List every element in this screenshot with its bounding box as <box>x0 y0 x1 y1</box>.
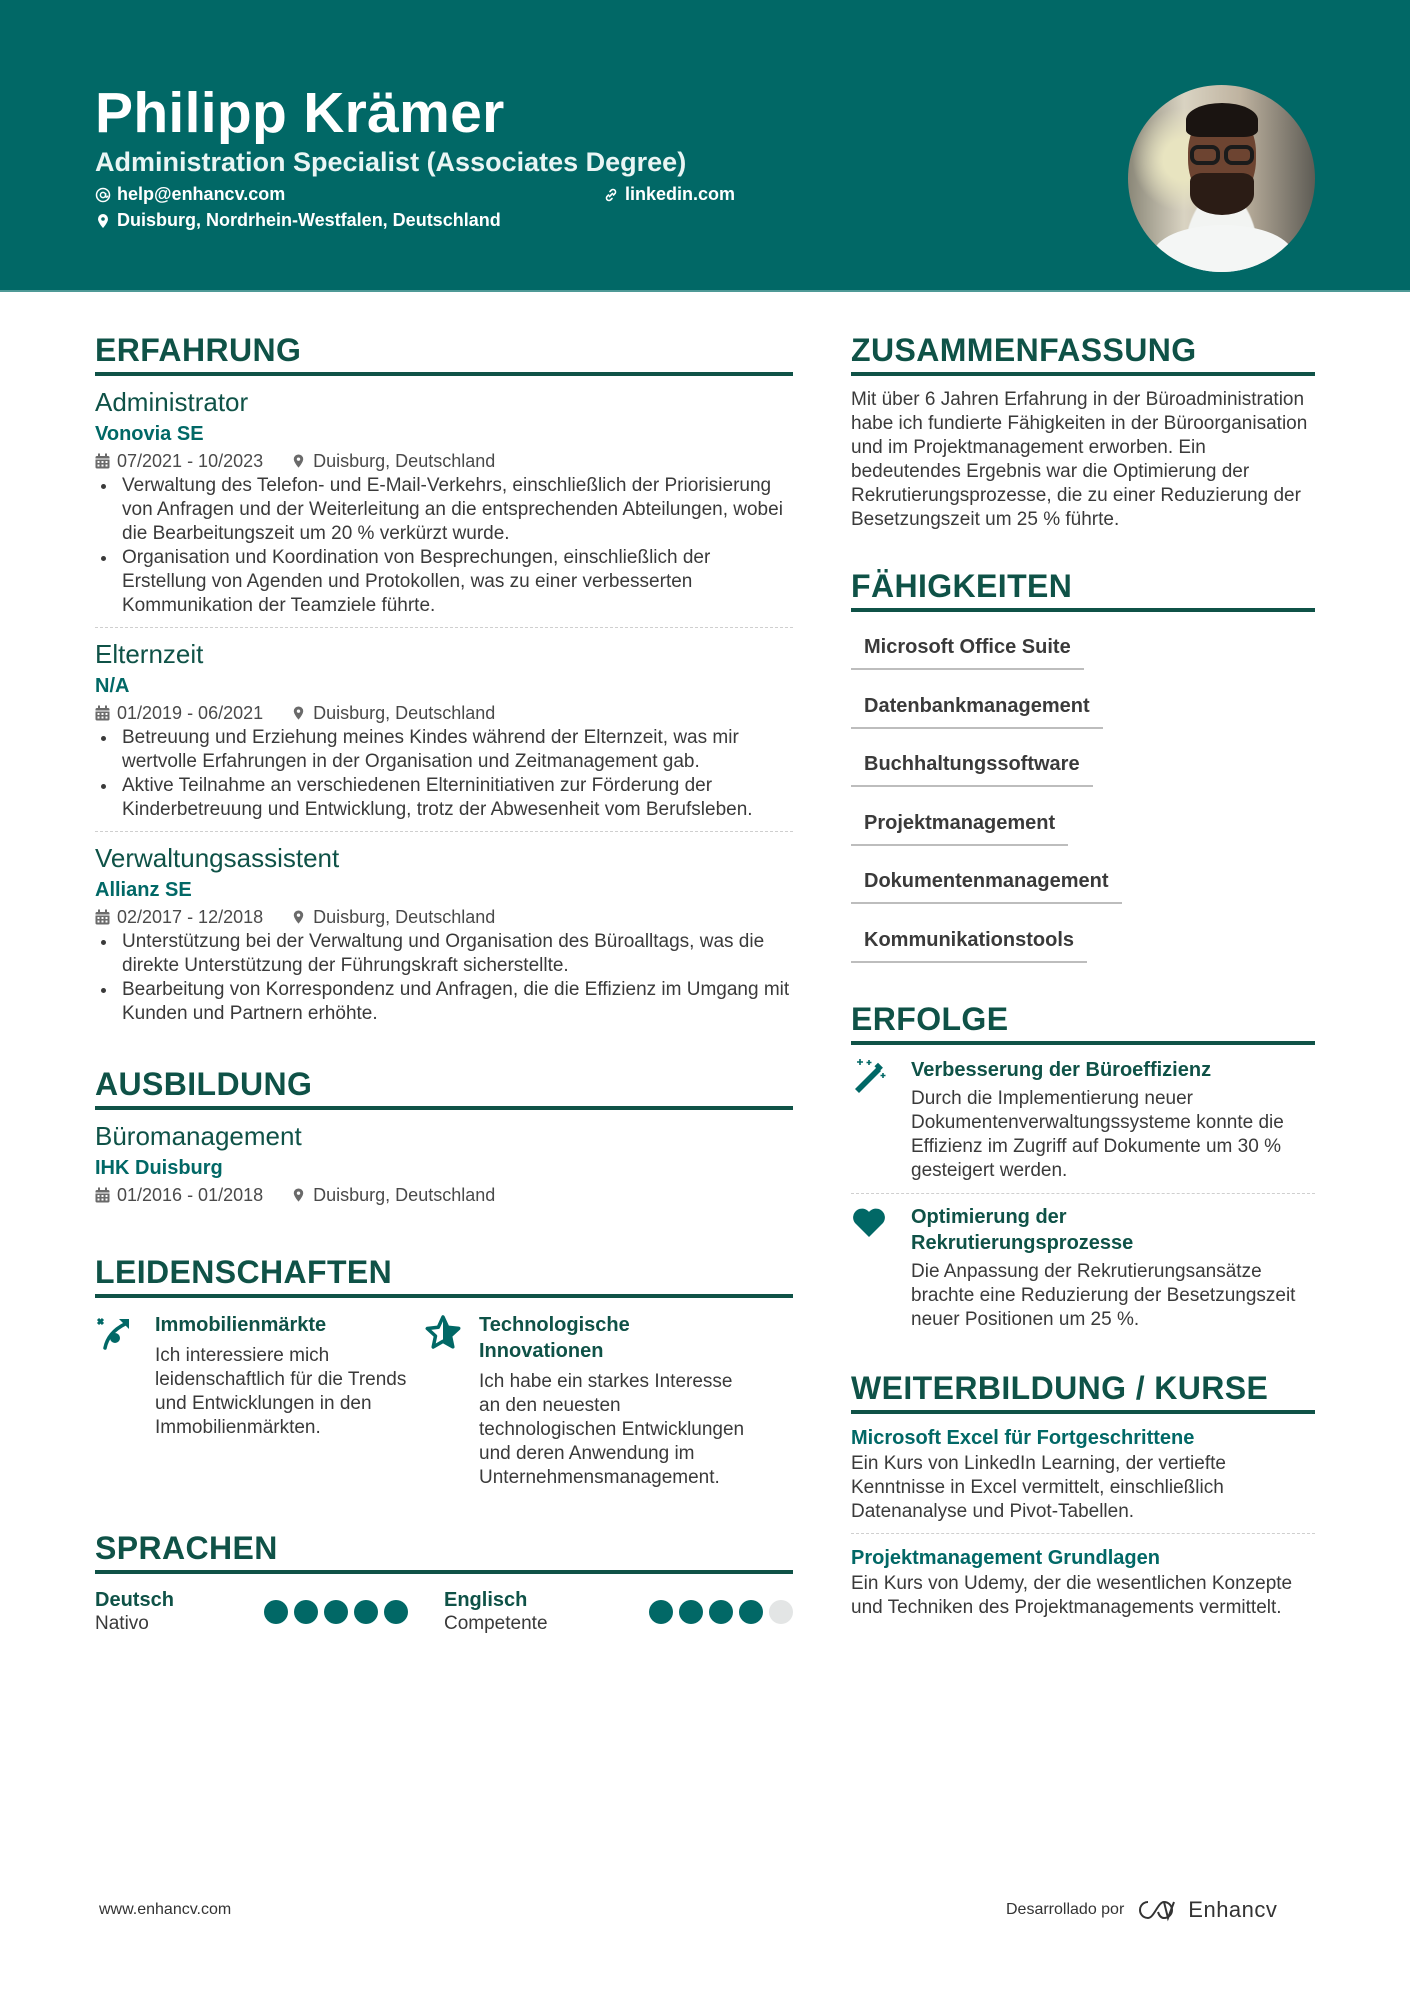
entry-meta <box>95 1182 793 1208</box>
skill-tag: Projektmanagement <box>851 800 1068 846</box>
achievement-title: Verbesserung der Büroeffizienz <box>911 1059 1212 1081</box>
language-name: Englisch <box>444 1589 528 1611</box>
resume-header <box>0 0 1410 292</box>
brand-name: Enhancv <box>1188 1897 1278 1922</box>
left-column <box>95 330 793 1636</box>
experience-entry <box>95 376 793 628</box>
contact-email[interactable] <box>95 184 285 205</box>
rating-dot-filled <box>709 1600 733 1624</box>
entry-location: Duisburg, Deutschland <box>313 1185 496 1205</box>
language-level: Competente <box>444 1613 548 1634</box>
entry-meta <box>95 448 793 474</box>
footer-website-link[interactable]: www.enhancv.com <box>99 1901 232 1918</box>
map-pin-icon <box>291 705 306 721</box>
calendar-icon <box>95 705 110 721</box>
entry-location: Duisburg, Deutschland <box>313 451 496 471</box>
skill-tag: Dokumentenmanagement <box>851 858 1122 904</box>
section-title-skills: FÄHIGKEITEN <box>851 566 1315 612</box>
entry-company: Allianz SE <box>95 879 192 901</box>
skill-tag: Microsoft Office Suite <box>851 624 1084 670</box>
bullet-item: Bearbeitung von Korrespondenz und Anfragen, die die Effizienz im Umgang mit Kunden und Partnern erhöhte. <box>95 978 793 1026</box>
footer-branding[interactable] <box>1006 1897 1277 1923</box>
section-title-achievements: ERFOLGE <box>851 999 1315 1045</box>
language-level: Nativo <box>95 1613 149 1634</box>
entry-bullets <box>95 726 793 822</box>
location-text: Duisburg, Nordrhein-Westfalen, Deutschland <box>117 210 501 230</box>
section-title-education: AUSBILDUNG <box>95 1064 793 1110</box>
course-item <box>851 1424 1315 1524</box>
education-entry <box>95 1110 793 1208</box>
linkedin-text: linkedin.com <box>625 184 736 204</box>
rating-dot-filled <box>739 1600 763 1624</box>
entry-role: Verwaltungsassistent <box>95 843 340 873</box>
experience-section <box>95 330 793 1026</box>
language-item <box>444 1588 793 1636</box>
star-icon <box>424 1314 462 1352</box>
contact-location <box>95 210 501 231</box>
passion-title: Immobilienmärkte <box>155 1314 327 1336</box>
achievement-title: Optimierung der Rekrutierungsprozesse <box>911 1206 1134 1254</box>
education-section <box>95 1064 793 1208</box>
bullet-item: Verwaltung des Telefon- und E-Mail-Verkehrs, einschließlich der Priorisierung von Anfragen und der Weiterleitung an die entsprechenden Abteilungen, wobei die Bearbeitungszeit um 20 % verkürzt wurde. <box>95 474 793 546</box>
map-pin-icon <box>291 453 306 469</box>
entry-meta <box>95 700 793 726</box>
course-desc: Ein Kurs von LinkedIn Learning, der vertiefte Kenntnisse in Excel vermittelt, einschließlich Datenanalyse und Pivot-Tabellen. <box>851 1453 1226 1522</box>
entry-dates: 01/2016 - 01/2018 <box>117 1185 264 1205</box>
rating-dot-filled <box>649 1600 673 1624</box>
rating-dot-empty <box>769 1600 793 1624</box>
calendar-icon <box>95 909 110 925</box>
calendar-icon <box>95 1187 110 1203</box>
passion-item <box>424 1312 773 1490</box>
map-pin-icon <box>95 213 111 229</box>
section-title-languages: SPRACHEN <box>95 1528 793 1574</box>
language-rating <box>264 1600 408 1624</box>
heart-icon <box>851 1204 887 1240</box>
courses-section <box>851 1368 1315 1620</box>
entry-bullets <box>95 474 793 618</box>
entry-dates: 01/2019 - 06/2021 <box>117 703 264 723</box>
entry-company: Vonovia SE <box>95 423 204 445</box>
at-icon <box>95 187 111 203</box>
bullet-item: Organisation und Koordination von Besprechungen, einschließlich der Erstellung von Agenden und Protokollen, was zu einer verbesserten Kommunikation der Teamziele führte. <box>95 546 793 618</box>
strategy-icon <box>95 1314 133 1352</box>
achievement-item <box>851 1204 1315 1332</box>
achievement-item <box>851 1057 1315 1183</box>
entry-location: Duisburg, Deutschland <box>313 907 496 927</box>
passions-section <box>95 1252 793 1490</box>
section-title-passions: LEIDENSCHAFTEN <box>95 1252 793 1298</box>
magic-wand-icon <box>851 1057 887 1093</box>
bullet-item: Betreuung und Erziehung meines Kindes während der Elternzeit, was mir wertvolle Erfahrungen in der Organisation und Zeitmanagement gab. <box>95 726 793 774</box>
entry-company: N/A <box>95 675 130 697</box>
achievements-section <box>851 999 1315 1332</box>
achievement-desc: Durch die Implementierung neuer Dokumentenverwaltungssysteme konnte die Effizienz im Zugriff auf Dokumente um 30 % gesteigert werden. <box>911 1088 1284 1181</box>
calendar-icon <box>95 453 110 469</box>
skill-tag: Datenbankmanagement <box>851 683 1103 729</box>
passion-desc: Ich interessiere mich leidenschaftlich für die Trends und Entwicklungen in den Immobilienmärkten. <box>155 1345 407 1438</box>
languages-section <box>95 1528 793 1636</box>
rating-dot-filled <box>384 1600 408 1624</box>
course-title: Projektmanagement Grundlagen <box>851 1547 1160 1569</box>
skill-tag: Kommunikationstools <box>851 917 1087 963</box>
candidate-title: Administration Specialist (Associates Degree) <box>95 147 687 177</box>
dashed-divider <box>851 1193 1315 1194</box>
language-rating <box>649 1600 793 1624</box>
section-title-courses: WEITERBILDUNG / KURSE <box>851 1368 1315 1414</box>
email-text: help@enhancv.com <box>117 184 286 204</box>
entry-dates: 07/2021 - 10/2023 <box>117 451 264 471</box>
bullet-item: Unterstützung bei der Verwaltung und Organisation des Büroalltags, was die direkte Unterstützung der Führungskraft sicherstellte. <box>95 930 793 978</box>
right-column <box>851 330 1315 1620</box>
bullet-item: Aktive Teilnahme an verschiedenen Elterninitiativen zur Förderung der Kinderbetreuung und Entwicklung, trotz der Abwesenheit vom Berufsleben. <box>95 774 793 822</box>
language-item <box>95 1588 444 1636</box>
dashed-divider <box>851 1533 1315 1534</box>
rating-dot-filled <box>679 1600 703 1624</box>
section-title-summary: ZUSAMMENFASSUNG <box>851 330 1315 376</box>
candidate-name: Philipp Krämer <box>95 81 505 145</box>
summary-text: Mit über 6 Jahren Erfahrung in der Büroadministration habe ich fundierte Fähigkeiten in der Büroorganisation und im Projektmanagement erworben. Ein bedeutendes Ergebnis war die Optimierung der Rekrutierungsprozesse, die zu einer Reduzierung der Besetzungszeit um 25 % führte. <box>851 389 1308 530</box>
profile-photo <box>1128 85 1315 272</box>
course-item <box>851 1544 1315 1620</box>
entry-bullets <box>95 930 793 1026</box>
entry-meta <box>95 904 793 930</box>
course-desc: Ein Kurs von Udemy, der die wesentlichen Konzepte und Techniken des Projektmanagements vermittelt. <box>851 1573 1293 1618</box>
rating-dot-filled <box>324 1600 348 1624</box>
course-title: Microsoft Excel für Fortgeschrittene <box>851 1427 1195 1449</box>
map-pin-icon <box>291 1187 306 1203</box>
map-pin-icon <box>291 909 306 925</box>
link-icon <box>603 187 619 203</box>
summary-section <box>851 330 1315 532</box>
education-school: IHK Duisburg <box>95 1157 223 1179</box>
experience-entry <box>95 832 793 1026</box>
achievement-desc: Die Anpassung der Rekrutierungsansätze brachte eine Reduzierung der Besetzungszeit neuer Positionen um 25 %. <box>911 1261 1296 1330</box>
entry-role: Administrator <box>95 387 249 417</box>
passion-desc: Ich habe ein starkes Interesse an den neuesten technologischen Entwicklungen und deren Anwendung im Unternehmensmanagement. <box>479 1371 745 1488</box>
passion-item <box>95 1312 444 1490</box>
rating-dot-filled <box>294 1600 318 1624</box>
entry-location: Duisburg, Deutschland <box>313 703 496 723</box>
section-title-experience: ERFAHRUNG <box>95 330 793 376</box>
contact-linkedin[interactable] <box>603 184 735 205</box>
entry-role: Elternzeit <box>95 639 204 669</box>
rating-dot-filled <box>264 1600 288 1624</box>
powered-by-text: Desarrollado por <box>1006 1901 1125 1918</box>
skill-tag: Buchhaltungssoftware <box>851 741 1093 787</box>
enhancv-logo-icon <box>1134 1898 1178 1922</box>
language-name: Deutsch <box>95 1589 174 1611</box>
education-degree: Büromanagement <box>95 1121 302 1151</box>
skills-section <box>851 566 1315 975</box>
rating-dot-filled <box>354 1600 378 1624</box>
entry-dates: 02/2017 - 12/2018 <box>117 907 264 927</box>
experience-entry <box>95 628 793 832</box>
passion-title: Technologische Innovationen <box>479 1314 630 1362</box>
